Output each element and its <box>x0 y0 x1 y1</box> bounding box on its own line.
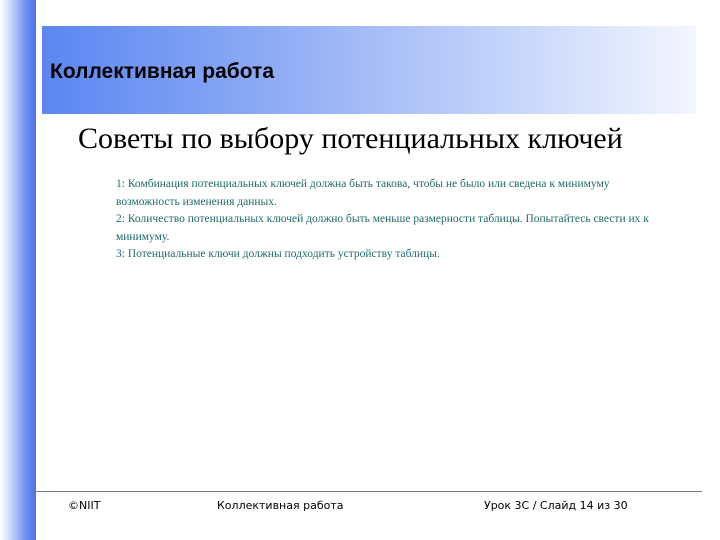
footer-divider <box>32 491 702 492</box>
tips-list <box>116 176 676 264</box>
footer-copyright: ©NIIT <box>68 499 101 512</box>
tip-item: 1: Комбинация потенциальных ключей должна быть такова, чтобы не было или сведена к минимуму возможность изменения данных. <box>116 178 610 208</box>
tip-item: 3: Потенциальные ключи должны подходить устройству таблицы. <box>116 248 440 260</box>
slide-title: Советы по выбору потенциальных ключей <box>78 122 623 155</box>
footer-slide-number: Урок 3C / Слайд 14 из 30 <box>484 499 628 512</box>
left-gradient-bar <box>0 0 36 540</box>
header-title: Коллективная работа <box>50 60 275 83</box>
tip-item: 2: Количество потенциальных ключей должно быть меньше размерности таблицы. Попытайтесь свести их к минимуму. <box>116 213 649 243</box>
footer-course-name: Коллективная работа <box>217 499 344 512</box>
